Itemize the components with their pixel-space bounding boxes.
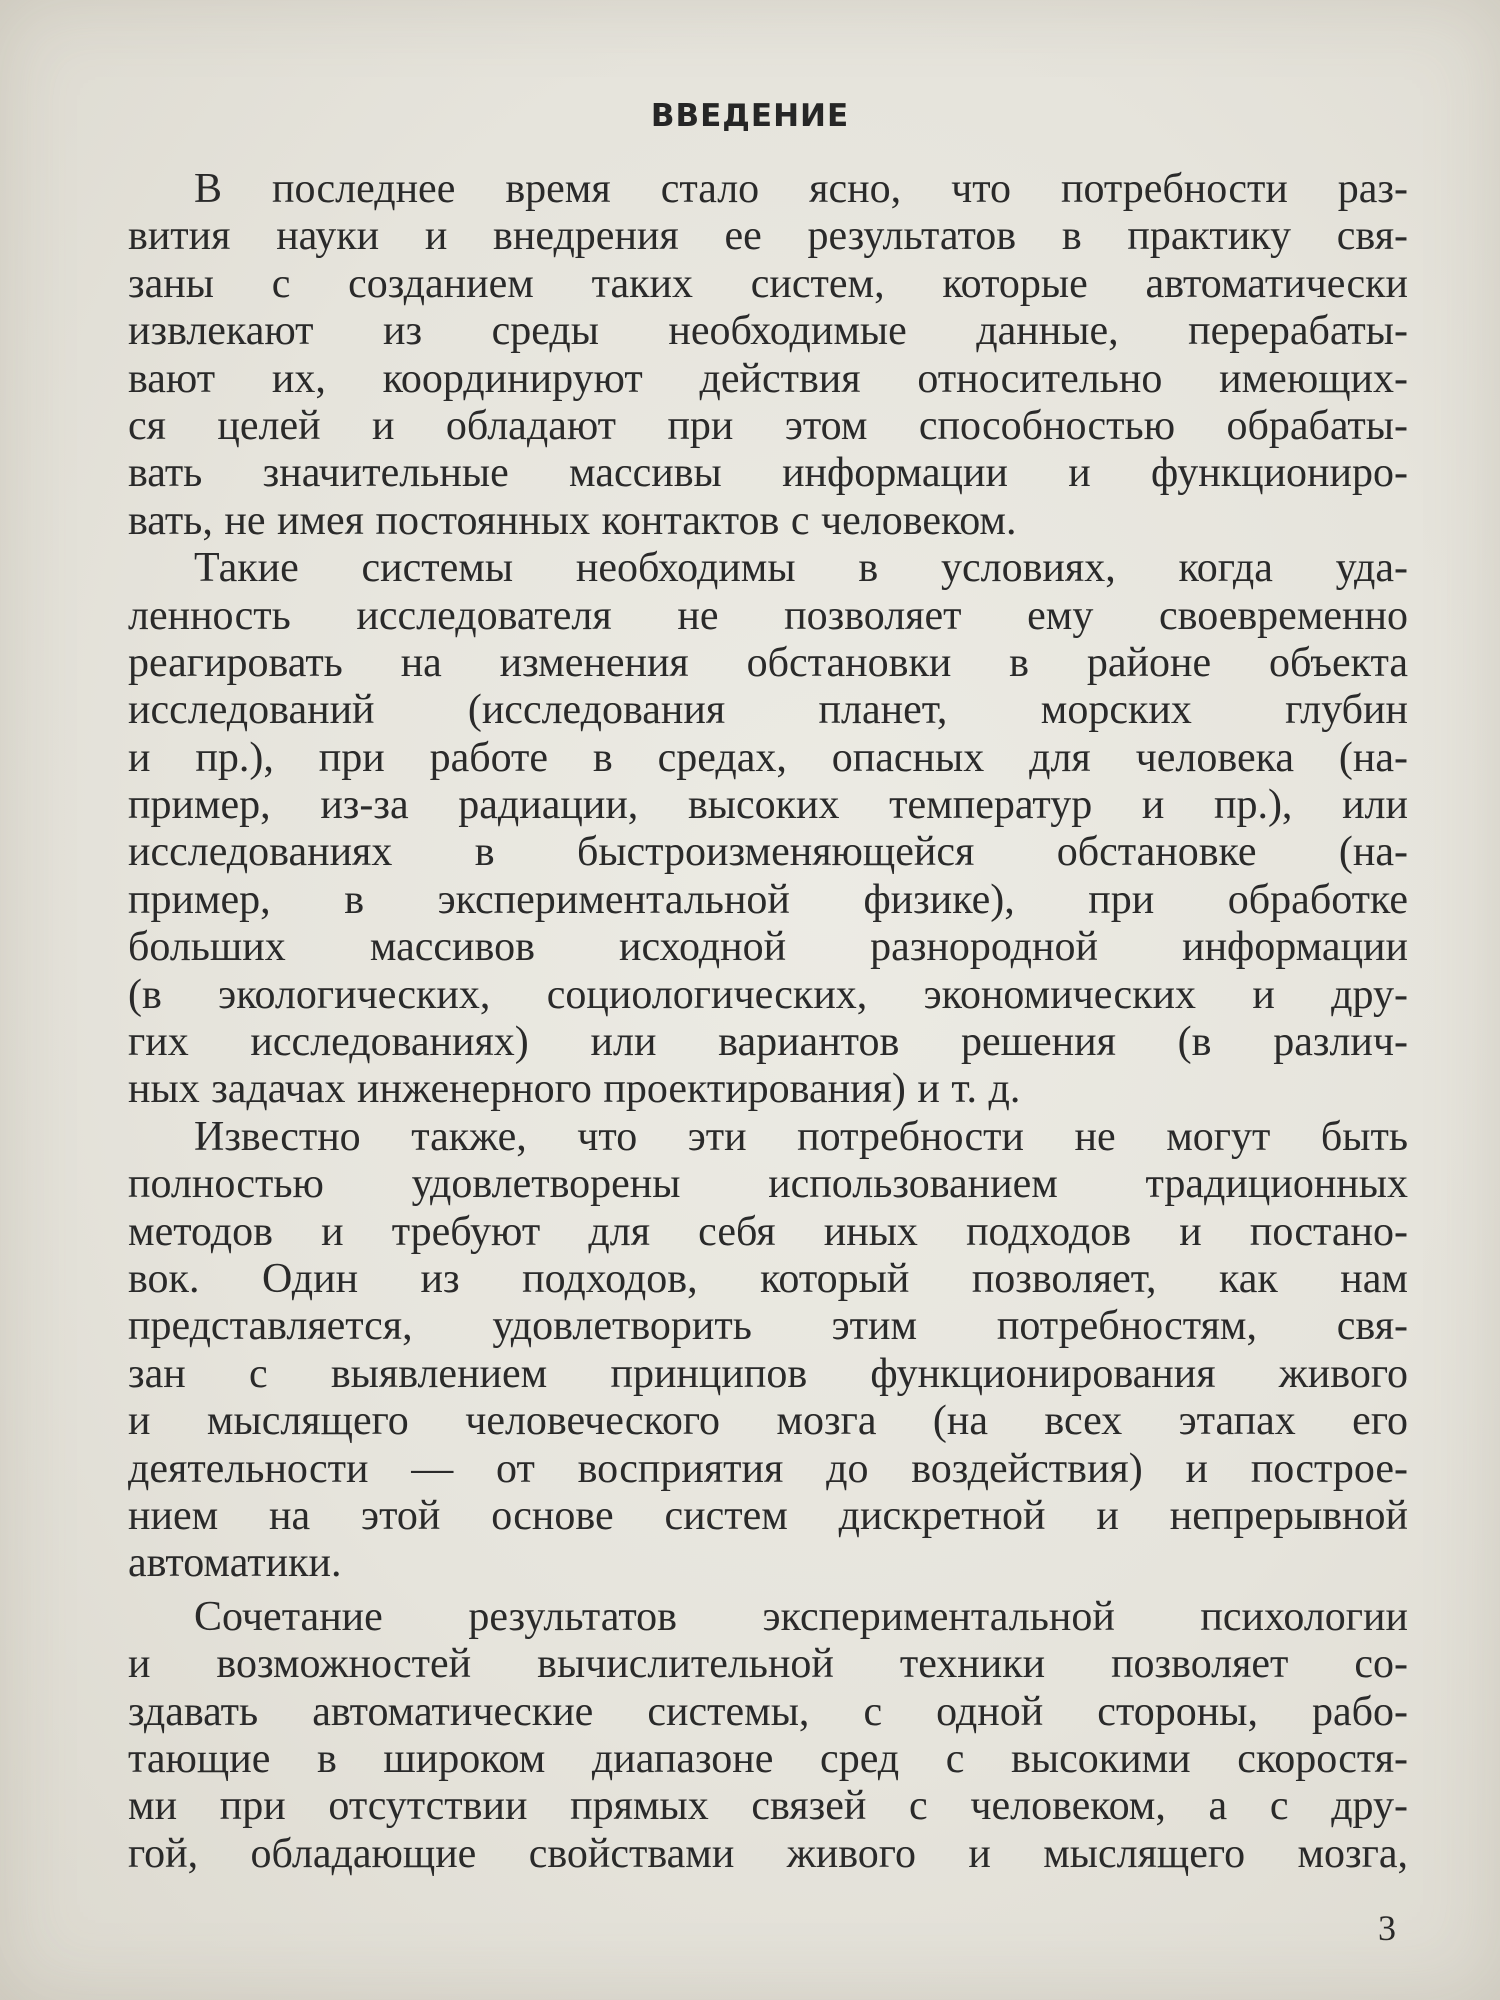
text-line: тающие в широком диапазоне сред с высокими скоростя- [128,1735,1408,1782]
text-line: деятельности — от восприятия до воздействия) и построе- [128,1445,1408,1492]
text-line: больших массивов исходной разнородной информации [128,924,1408,971]
text-line: извлекают из среды необходимые данные, перерабаты- [128,308,1408,355]
text-line: реагировать на изменения обстановки в районе объекта [128,639,1408,686]
text-line: заны с созданием таких систем, которые автоматически [128,260,1408,307]
text-line: представляется, удовлетворить этим потребностям, свя- [128,1303,1408,1350]
text-line: здавать автоматические системы, с одной стороны, рабо- [128,1688,1408,1735]
text-line: ных задачах инженерного проектирования) и т. д. [128,1066,1021,1113]
text-line: пример, из-за радиации, высоких температур и пр.), или [128,782,1408,829]
text-line: гой, обладающие свойствами живого и мыслящего мозга, [128,1830,1408,1877]
text-line: (в экологических, социологических, экономических и дру- [128,971,1408,1018]
body-text [128,166,1408,1878]
page-number: 3 [1378,1908,1396,1948]
text-line: Известно также, что эти потребности не могут быть [194,1113,1408,1160]
text-line: В последнее время стало ясно, что потребности раз- [194,166,1408,212]
text-line: вают их, координируют действия относительно имеющих- [128,355,1408,402]
text-line: автоматики. [128,1540,342,1587]
text-line: зан с выявлением принципов функционирования живого [128,1350,1408,1397]
text-line: вития науки и внедрения ее результатов в практику свя- [128,213,1408,260]
text-line: вок. Один из подходов, который позволяет, как нам [128,1255,1408,1302]
text-line: вать значительные массивы информации и функциониро- [128,450,1408,497]
text-line: нием на этой основе систем дискретной и непрерывной [128,1492,1408,1539]
text-line: Такие системы необходимы в условиях, когда уда- [194,545,1408,592]
text-line: полностью удовлетворены использованием традиционных [128,1161,1408,1208]
text-line: и пр.), при работе в средах, опасных для человека (на- [128,734,1408,781]
text-line: исследованиях в быстроизменяющейся обстановке (на- [128,829,1408,876]
text-line: пример, в экспериментальной физике), при обработке [128,876,1408,923]
text-line: ся целей и обладают при этом способностью обрабаты- [128,402,1408,449]
text-line: гих исследованиях) или вариантов решения (в различ- [128,1019,1408,1066]
text-line: ленность исследователя не позволяет ему своевременно [128,592,1408,639]
text-line: исследований (исследования планет, морских глубин [128,687,1408,734]
text-line: вать, не имея постоянных контактов с человеком. [128,497,1017,544]
text-line: ми при отсутствии прямых связей с человеком, а с дру- [128,1783,1408,1830]
text-line: и возможностей вычислительной техники позволяет со- [128,1641,1408,1688]
text-line: Сочетание результатов экспериментальной психологии [194,1593,1408,1640]
text-line: и мыслящего человеческого мозга (на всех этапах его [128,1398,1408,1445]
text-line: методов и требуют для себя иных подходов и постано- [128,1208,1408,1255]
chapter-heading: ВВЕДЕНИЕ [650,98,850,134]
